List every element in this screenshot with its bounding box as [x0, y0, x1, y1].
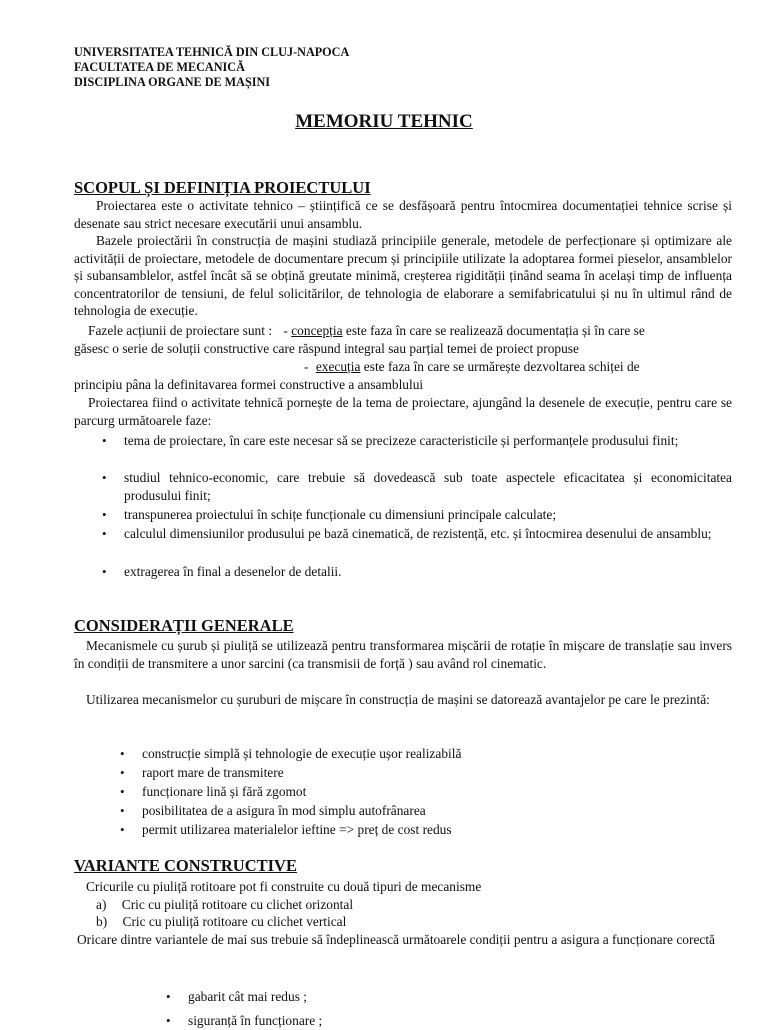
list-item [166, 988, 728, 1006]
list-item [96, 913, 346, 931]
section-heading-variants: VARIANTE CONSTRUCTIVE [74, 856, 297, 875]
list-item-text: calculul dimensiunilor produsului pe bază cinematică, de rezistență, etc. și întocmirea desenului de ansamblu; [124, 526, 712, 541]
list-item [102, 525, 732, 543]
paragraph: Proiectarea fiind o activitate tehnică pornește de la tema de proiectare, ajungând la desenele de execuție, pentru care se parcurg următoarele faze: [74, 395, 732, 428]
phase-continuation: principiu pâna la definitavarea formei constructive a ansamblului [74, 377, 424, 392]
discipline-name: DISCIPLINA ORGANE DE MAȘINI [74, 75, 271, 89]
bullet-icon: • [166, 1013, 171, 1028]
paragraph: Oricare dintre variantele de mai sus trebuie să îndeplinească următoarele condiții pentru a asigura a funcționare corectă [77, 932, 715, 947]
paragraph: Bazele proiectării în construcția de mașini studiază principiile generale, metodele de perfecționare și optimizare ale activității de proiectare, metodele de documentare precum și principiile utilizate la adoptarea formei pieselor, ansamblelor și subansamblelor, astfel încât să se obțină greutate minimă, creșterea rigidității ținând seama în același timp de influența concentratorilor de tensiuni, de felul solicitărilor, de tehnologia de elaborare a semifabricatului și nu în ultimul rând de tehnologia de execuție. [74, 233, 732, 318]
list-item [120, 764, 732, 782]
bullet-icon: • [102, 507, 107, 522]
list-item-text: posibilitatea de a asigura în mod simplu autofrânarea [142, 803, 426, 818]
list-item [120, 802, 732, 820]
bullet-icon: • [120, 765, 125, 780]
list-item [102, 506, 732, 524]
list-item [120, 821, 732, 839]
phase-text: este faza în care se realizează documentația și în care se [345, 323, 645, 338]
dash: - [304, 359, 309, 374]
phase2-line [304, 358, 640, 376]
list-item-text: raport mare de transmitere [142, 765, 284, 780]
document-header [74, 45, 349, 90]
bullet-icon: • [120, 803, 125, 818]
bullet-icon: • [102, 564, 107, 579]
paragraph: Cricurile cu piuliță rotitoare pot fi construite cu două tipuri de mecanisme [86, 879, 482, 894]
list-item [120, 783, 732, 801]
document-title: MEMORIU TEHNIC [295, 111, 473, 132]
list-item [96, 896, 353, 914]
university-name: UNIVERSITATEA TEHNICĂ DIN CLUJ-NAPOCA [74, 45, 350, 59]
list-item-text: gabarit cât mai redus ; [188, 989, 307, 1004]
list-item [166, 1012, 728, 1030]
list-item-text: construcție simplă și tehnologie de execuție ușor realizabilă [142, 746, 462, 761]
section-heading-scope: SCOPUL ȘI DEFINIȚIA PROIECTULUI [74, 178, 371, 197]
list-item-text: tema de proiectare, în care este necesar să se precizeze caracteristicile și performanțele produsului finit; [124, 433, 679, 448]
list-item-text: Cric cu piuliță rotitoare cu clichet orizontal [121, 897, 354, 912]
list-item-text: Cric cu piuliță rotitoare cu clichet vertical [122, 914, 347, 929]
list-item [102, 469, 732, 504]
bullet-icon: • [102, 433, 107, 448]
list-item-text: permit utilizarea materialelor ieftine => preț de cost redus [142, 822, 452, 837]
bullet-icon: • [102, 470, 107, 485]
bullet-icon: • [120, 746, 125, 761]
list-marker: b) [96, 914, 108, 929]
bullet-icon: • [120, 822, 125, 837]
bullet-icon: • [166, 989, 171, 1004]
list-item-text: funcționare lină și fără zgomot [142, 784, 307, 799]
bullet-icon: • [102, 526, 107, 541]
phase-text: este faza în care se urmărește dezvoltarea schiței de [360, 359, 640, 374]
phases-line [88, 322, 645, 340]
list-item [102, 432, 732, 450]
paragraph: Proiectarea este o activitate tehnico – științifică ce se desfășoară pentru întocmirea documentației tehnice scrise și desenate sau strict necesare executării unui ansamblu. [74, 198, 732, 231]
paragraph: Mecanismele cu șurub și piuliță se utilizează pentru transformarea mișcării de rotație în mișcare de translație sau invers în condiții de transmitere a unor sarcini (ca transmisii de forță ) sau având rol cinematic. [74, 638, 732, 671]
faculty-name: FACULTATEA DE MECANICĂ [74, 60, 245, 74]
dash: - [283, 323, 288, 338]
bullet-icon: • [120, 784, 125, 799]
paragraph: Utilizarea mecanismelor cu șuruburi de mișcare în construcția de mașini se datorează avantajelor pe care le prezintă: [86, 692, 710, 707]
list-item-text: transpunerea proiectului în schițe funcționale cu dimensiuni principale calculate; [124, 507, 557, 522]
list-item [120, 745, 732, 763]
phase-term-conception: concepția [291, 323, 343, 338]
phase-continuation: găsesc o serie de soluții constructive care răspund integral sau parțial temei de proiect propuse [74, 341, 579, 356]
list-item-text: siguranță în funcționare ; [188, 1013, 323, 1028]
section-heading-general: CONSIDERAȚII GENERALE [74, 616, 294, 635]
phase-term-execution: execuția [315, 359, 361, 374]
list-marker: a) [96, 897, 107, 912]
list-item-text: extragerea în final a desenelor de detalii. [124, 564, 342, 579]
phases-intro: Fazele acțiunii de proiectare sunt : [88, 323, 273, 338]
list-item-text: studiul tehnico-economic, care trebuie să dovedească sub toate aspectele eficacitatea și economicitatea produsului finit; [124, 470, 732, 503]
list-item [102, 563, 732, 581]
